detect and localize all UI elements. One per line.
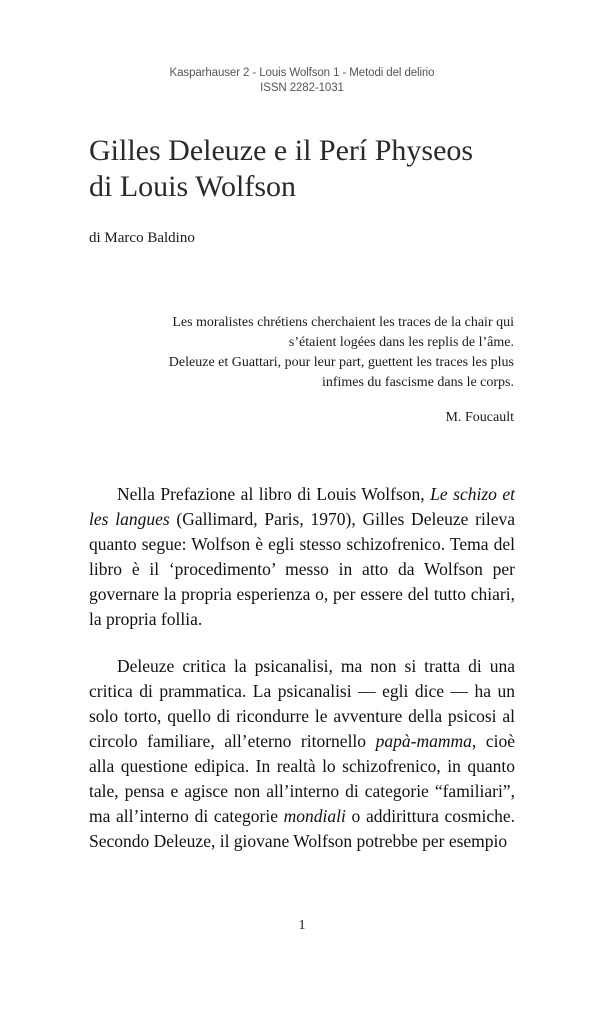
paragraph-2-text-c: o addirittura cosmiche. Secondo Deleuze, il giovane Wolfson potrebbe per esempio	[89, 806, 515, 851]
running-header-title: Kasparhauser 2 - Louis Wolfson 1 - Metodi del delirio	[169, 67, 435, 79]
paragraph-1-text-a: Nella Prefazione al libro di Louis Wolfson,	[117, 484, 431, 504]
epigraph-attribution: M. Foucault	[445, 410, 514, 425]
article-title-line-1: Gilles Deleuze e il Perí Physeos	[89, 134, 474, 167]
italic-mondiali: mondiali	[283, 806, 346, 826]
article-title-line-2: di Louis Wolfson	[89, 170, 297, 203]
epigraph-line-1: Les moralistes chrétiens cherchaient les traces de la chair qui	[172, 315, 514, 330]
running-header-issn: ISSN 2282-1031	[260, 82, 344, 94]
author-byline: di Marco Baldino	[89, 230, 195, 246]
paragraph-1-text-b: (Gallimard, Paris, 1970), Gilles Deleuze rileva quanto segue: Wolfson è egli stesso schizofrenico. Tema del libro è il ‘procedimento’ messo in atto da Wolfson per governare la propria esperienza o, per essere del tutto chiari, la propria follia.	[89, 509, 515, 629]
paragraph-2	[89, 654, 515, 854]
page-number: 1	[298, 918, 306, 933]
book-title-italic: Le schizo et les langues	[89, 484, 515, 529]
italic-papa-mamma: papà-mamma	[375, 731, 472, 751]
paragraph-2-text-a: Deleuze critica la psicanalisi, ma non si tratta di una critica di prammatica. La psicanalisi — egli dice — ha un solo torto, quello di ricondurre le avventure della psicosi al circolo familiare, all’eterno ritornello	[89, 656, 515, 751]
article-title	[89, 133, 549, 205]
epigraph-line-2: s’étaient logées dans les replis de l’âme.	[288, 335, 514, 350]
epigraph-line-3: Deleuze et Guattari, pour leur part, guettent les traces les plus	[168, 355, 514, 370]
paragraph-2-text-b: , cioè alla questione edipica. In realtà lo schizofrenico, in quanto tale, pensa e agisce non all’interno di categorie “familiari”, ma all’interno di categorie	[89, 731, 515, 826]
paragraph-1	[89, 482, 515, 632]
epigraph-line-4: infimes du fascisme dans le corps.	[321, 375, 514, 390]
body-text	[89, 482, 515, 876]
